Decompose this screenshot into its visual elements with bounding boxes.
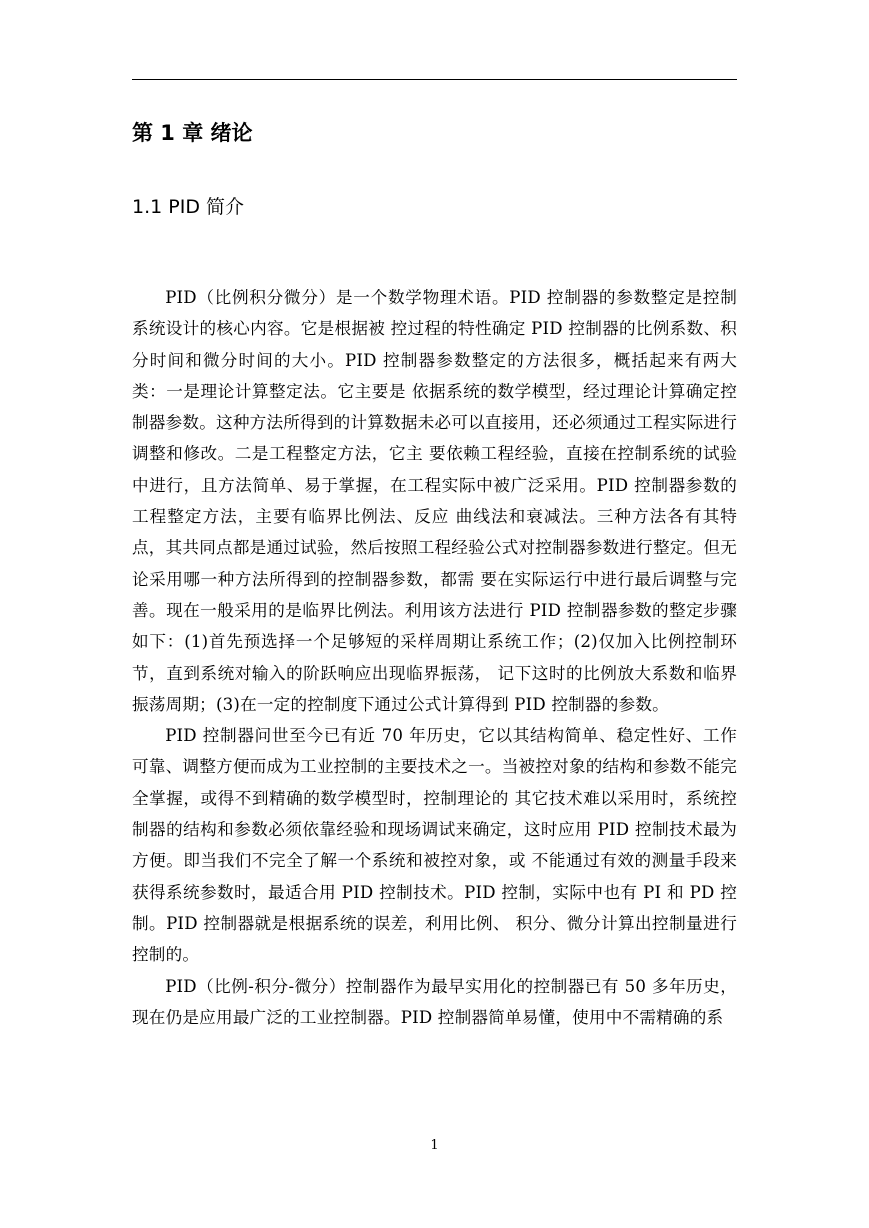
chapter-title: 第 1 章 绪论 bbox=[132, 121, 253, 145]
page-number: 1 bbox=[430, 1138, 439, 1153]
paragraph-3: PID（比例-积分-微分）控制器作为最早实用化的控制器已有 50 多年历史，现在仍是应用最广泛的工业控制器。PID 控制器简单易懂，使用中不需精确的系 bbox=[132, 976, 737, 1027]
paragraph-1: PID（比例积分微分）是一个数学物理术语。PID 控制器的参数整定是控制系统设计的核心内容。它是根据被 控过程的特性确定 PID 控制器的比例系数、积分时间和微分时间的大小。PID 控制器参数整定的方法很多，概括起来有两大类：一是理论计算整定法。它主要是 依据系统的数学模型，经过理论计算确定控制器参数。这种方法所得到的计算数据未必可以直接用，还必须通过工程实际进行调整和修改。二是工程整定方法，它主 要依赖工程经验，直接在控制系统的试验中进行，且方法简单、易于掌握，在工程实际中被广泛采用。PID 控制器参数的工程整定方法，主要有临界比例法、反应 曲线法和衰减法。三种方法各有其特点，其共同点都是通过试验，然后按照工程经验公式对控制器参数进行整定。但无论采用哪一种方法所得到的控制器参数，都需 要在实际运行中进行最后调整与完善。现在一般采用的是临界比例法。利用该方法进行 PID 控制器参数的整定步骤如下：(1)首先预选择一个足够短的采样周期让系统工作；(2)仅加入比例控制环节，直到系统对输入的阶跃响应出现临界振荡， 记下这时的比例放大系数和临界振荡周期；(3)在一定的控制度下通过公式计算得到 PID 控制器的参数。 bbox=[132, 288, 737, 714]
section-title: 1.1 PID 简介 bbox=[132, 196, 244, 218]
header-rule bbox=[132, 79, 737, 80]
body-text bbox=[132, 282, 737, 1033]
paragraph-2: PID 控制器问世至今已有近 70 年历史，它以其结构简单、稳定性好、工作可靠、调整方便而成为工业控制的主要技术之一。当被控对象的结构和参数不能完全掌握，或得不到精确的数学模型时，控制理论的 其它技术难以采用时，系统控制器的结构和参数必须依靠经验和现场调试来确定，这时应用 PID 控制技术最为方便。即当我们不完全了解一个系统和被控对象，或 不能通过有效的测量手段来获得系统参数时，最适合用 PID 控制技术。PID 控制，实际中也有 PI 和 PD 控制。PID 控制器就是根据系统的误差，利用比例、 积分、微分计算出控制量进行控制的。 bbox=[132, 726, 737, 965]
